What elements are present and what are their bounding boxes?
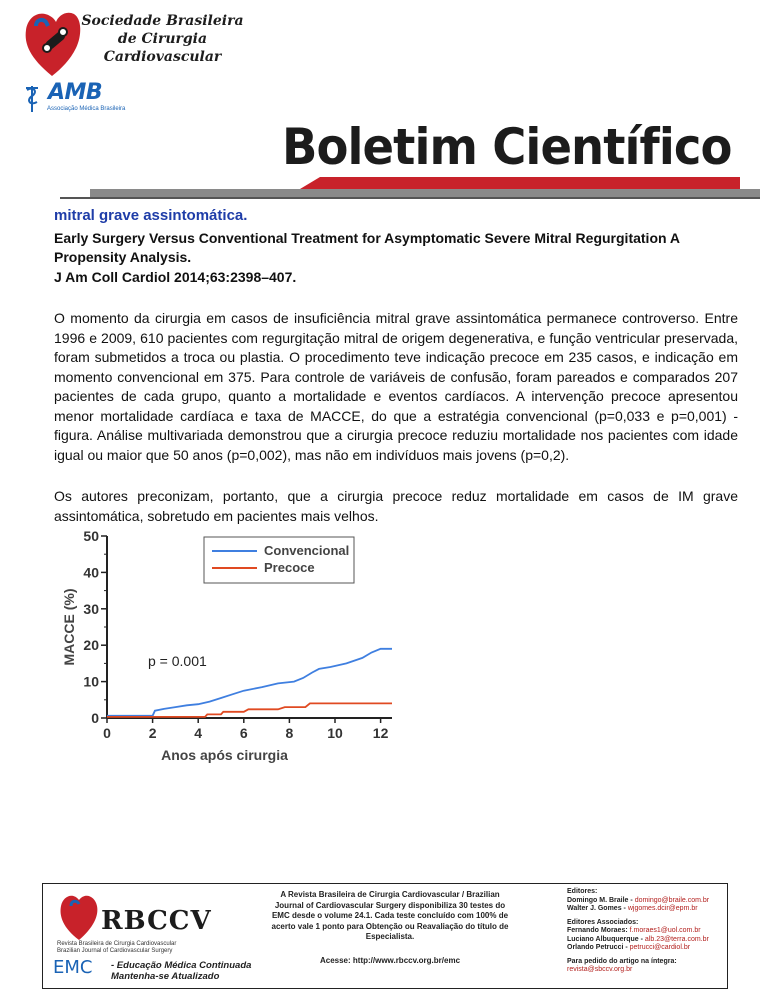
assoc-2-email-link[interactable]: alb.23@terra.com.br bbox=[644, 935, 709, 943]
emc-tagline-2: Mantenha-se Atualizado bbox=[111, 971, 220, 982]
emc-wordmark: EMC bbox=[53, 957, 93, 978]
legend-label-0: Convencional bbox=[264, 543, 350, 558]
x-tick-label: 4 bbox=[194, 725, 203, 741]
editors-label: Editores: bbox=[567, 888, 598, 895]
footer-emc-info: A Revista Brasileira de Cirurgia Cardiovascular / Brazilian Journal of Cardiovascular Surgery disponibiliza 30 testes do EMC desde o volume 24.1. Cada teste concluído com 100% de acerto vale 1 ponto para Obtenção ou Reavaliação do título de Especialista. bbox=[271, 890, 509, 941]
article-title: Early Surgery Versus Conventional Treatment for Asymptomatic Severe Mitral Regurgitation A Propensity Analysis. bbox=[54, 229, 680, 265]
x-tick-label: 12 bbox=[372, 725, 389, 741]
footer-access bbox=[265, 956, 515, 965]
p-value-annotation: p = 0.001 bbox=[148, 653, 207, 669]
x-tick-label: 0 bbox=[103, 725, 111, 741]
y-tick-label: 50 bbox=[83, 528, 99, 544]
order-label: Para pedido do artigo na íntegra: bbox=[567, 957, 677, 965]
access-url-link[interactable]: http://www.rbccv.org.br/emc bbox=[352, 956, 461, 965]
x-tick-label: 10 bbox=[327, 725, 343, 741]
y-tick-label: 20 bbox=[83, 637, 99, 654]
footer-editors bbox=[567, 888, 727, 980]
article-paragraph-1: O momento da cirurgia em casos de insuficiência mitral grave assintomática permanece controverso. Entre 1996 e 2009, 610 pacientes com regurgitação mitral de origem degenerativa, e função ventricular preservada, foram submetidos a troca ou plastia. O procedimento teve indicação precoce em 235 casos, e indicação em momento convencional em 375. Para controle de variáveis de confusão, foram pareados e comparados 207 pacientes de cada grupo, quanto a mortalidade e eventos cardíacos. A intervenção precoce apresentou menor mortalidade cardíaca e taxa de MACCE, do que a estratégia convencional (p=0,033 e p=0,001) - figura. Análise multivariada demonstrou que a cirurgia precoce reduziu mortalidade nos pacientes com idade igual ou maior que 50 anos (p=0,002), mas não em indivíduos mais jovens (p=0,2). bbox=[54, 310, 738, 463]
y-tick-label: 30 bbox=[83, 600, 99, 617]
access-label: Acesse: bbox=[319, 956, 351, 965]
society-line-2: de Cirurgia bbox=[117, 31, 208, 47]
assoc-1-email-link[interactable]: f.moraes1@uol.com.br bbox=[629, 927, 701, 934]
editor-2-email-link[interactable]: wjgomes.dcir@epm.br bbox=[627, 905, 698, 912]
x-tick-label: 8 bbox=[285, 725, 294, 741]
emc-logo bbox=[53, 957, 92, 978]
society-name bbox=[70, 12, 255, 66]
amb-subtitle: Associação Médica Brasileira bbox=[47, 106, 126, 112]
x-axis-label: Anos após cirurgia bbox=[161, 747, 288, 763]
assoc-3-email-link[interactable]: petrucci@cardiol.br bbox=[629, 944, 691, 951]
article-paragraph-2: Os autores preconizam, portanto, que a cirurgia precoce reduz mortalidade em casos de IM grave assintomática, sobretudo em pacientes mais velhos. bbox=[54, 488, 738, 524]
x-tick-label: 6 bbox=[239, 725, 248, 741]
footer-box bbox=[42, 883, 728, 989]
rbccv-wordmark: RBCCV bbox=[101, 906, 212, 936]
rbccv-subtitle: Revista Brasileira de Cirurgia Cardiovascular Brazilian Journal of Cardiovascular Surgery bbox=[57, 941, 177, 954]
bulletin-title: Boletim Científico bbox=[282, 118, 732, 176]
editor-1-email-link[interactable]: domingo@braile.com.br bbox=[634, 896, 710, 904]
y-tick-label: 0 bbox=[91, 710, 99, 726]
emc-tagline-1: - Educação Médica Continuada bbox=[111, 960, 252, 971]
article-citation: J Am Coll Cardiol 2014;63:2398–407. bbox=[54, 268, 297, 285]
amb-wordmark: AMB bbox=[48, 80, 103, 105]
article-headline: mitral grave assintomática. bbox=[54, 207, 248, 224]
assoc-3-name: Orlando Petrucci - bbox=[567, 944, 628, 951]
assoc-1-name: Fernando Moraes: bbox=[567, 927, 628, 934]
assoc-2-name: Luciano Albuquerque - bbox=[567, 935, 643, 943]
assoc-editors-label: Editores Associados: bbox=[567, 918, 639, 926]
society-line-3: Cardiovascular bbox=[103, 49, 222, 65]
macce-chart bbox=[52, 522, 408, 772]
y-tick-label: 10 bbox=[83, 673, 99, 690]
article-body bbox=[54, 206, 738, 526]
y-axis-label: MACCE (%) bbox=[61, 588, 77, 666]
emc-tagline bbox=[111, 960, 251, 982]
society-line-1: Sociedade Brasileira bbox=[81, 13, 244, 29]
editor-1-name: Domingo M. Braile - bbox=[567, 896, 633, 904]
order-email-link[interactable]: revista@sbccv.org.br bbox=[567, 966, 633, 973]
legend-label-1: Precoce bbox=[264, 560, 315, 575]
y-tick-label: 40 bbox=[83, 564, 99, 581]
header-decorative-bars bbox=[0, 175, 760, 205]
editor-2-name: Walter J. Gomes - bbox=[567, 905, 626, 912]
series-line-1 bbox=[107, 703, 392, 717]
x-tick-label: 2 bbox=[148, 725, 157, 741]
